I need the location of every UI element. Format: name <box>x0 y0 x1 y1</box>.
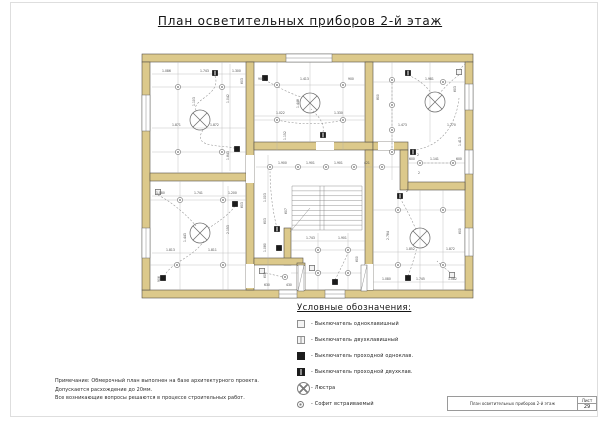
dim-label: 1.901 <box>334 161 343 165</box>
dim-label: 630 <box>264 283 270 287</box>
wiring-route <box>200 130 236 149</box>
stair-break-line <box>290 208 310 232</box>
wall <box>150 173 246 181</box>
wall <box>254 142 373 150</box>
legend-item-switch-single <box>297 320 457 328</box>
dim-label: 1.872 <box>446 247 455 251</box>
legend-item-switch-double <box>297 336 457 344</box>
door-opening <box>246 155 254 183</box>
switch-p1-icon <box>234 146 239 151</box>
dim-label: 800 <box>376 94 380 100</box>
note-line-1: Примечание: Обмерочный план выполнен на базе архитектурного проекта. <box>55 378 260 384</box>
dim-label: 1.872 <box>210 123 219 127</box>
switch-p1-icon <box>405 275 410 280</box>
switch-s1-icon <box>309 265 314 270</box>
dim-label: 1.080 <box>263 243 267 252</box>
dim-label: 1.743 <box>200 69 209 73</box>
legend-item-label: - Софит встраиваемый <box>311 401 374 407</box>
note-line-2: Допускается расхождение до 20мм. <box>55 386 153 393</box>
soffit-icon <box>442 209 444 211</box>
dim-label: 603 <box>240 78 244 84</box>
legend-item-switch-pass-single <box>297 352 457 360</box>
dim-label: 1.981 <box>425 77 434 81</box>
dim-label: 1.443 <box>183 233 187 242</box>
wiring-route <box>408 247 417 276</box>
dim-label: 1.811 <box>208 248 217 252</box>
switch-p1-icon <box>160 275 165 280</box>
door-opening <box>378 142 394 150</box>
wiring-route <box>195 76 215 112</box>
dim-label: 900 <box>258 77 264 81</box>
switch-double-icon <box>297 336 305 344</box>
soffit-icon <box>381 166 383 168</box>
dim-label: 600 <box>355 256 359 262</box>
note-line-3: Все возникающие вопросы решаются в процессе строительных работ. <box>55 395 245 402</box>
wall <box>254 258 303 265</box>
soffit-icon <box>177 86 179 88</box>
wall <box>142 290 473 298</box>
legend-item-label: - Выключатель проходной двухклав. <box>311 369 413 375</box>
legend-item-label: - Люстра <box>311 385 336 391</box>
soffit-icon <box>177 151 179 153</box>
soffit-icon <box>391 79 393 81</box>
soffit-icon <box>452 162 454 164</box>
soffit-icon <box>325 166 327 168</box>
dim-label: 1.843 <box>226 151 230 160</box>
title-block <box>447 396 597 411</box>
dim-label: 600 <box>409 157 415 161</box>
wiring-route <box>400 198 416 230</box>
soffit-icon <box>391 129 393 131</box>
dim-label: 1.003 <box>263 193 267 202</box>
wiring-route <box>158 195 196 226</box>
title-block-name: План осветительных приборов 2-й этаж <box>469 401 556 406</box>
wiring-route <box>165 241 204 275</box>
wall <box>365 62 373 142</box>
dim-label: 2.784 <box>386 231 390 240</box>
dim-label: 906 <box>157 276 161 282</box>
wall <box>408 182 465 190</box>
soffit-icon <box>276 84 278 86</box>
dim-label: 421 <box>364 161 370 165</box>
dim-label: 1.200 <box>228 191 237 195</box>
dim-label: 1.745 <box>416 277 425 281</box>
wiring-route <box>209 206 235 228</box>
soffit-icon <box>222 199 224 201</box>
dim-label: 607 <box>284 208 288 214</box>
dim-label: 900 <box>348 77 354 81</box>
soffit-icon <box>419 162 421 164</box>
soffit-icon <box>317 249 319 251</box>
door-opening <box>316 142 334 150</box>
legend-item-label: - Выключатель двухклавишный <box>311 337 399 343</box>
soffit-icon <box>391 151 393 153</box>
chandelier-icon <box>297 382 310 395</box>
soffit-icon <box>284 276 286 278</box>
dim-label: 603 <box>240 202 244 208</box>
dim-label: 603 <box>453 86 457 92</box>
soffit-icon <box>179 199 181 201</box>
dim-label: 1.082 <box>448 277 457 281</box>
switch-p1-icon <box>232 201 237 206</box>
legend-item-soffit <box>297 400 457 408</box>
dim-label: 1.813 <box>166 248 175 252</box>
soffit-icon <box>442 81 444 83</box>
dim-label: 602 <box>263 272 267 278</box>
soffit-icon <box>276 119 278 121</box>
door-opening <box>246 264 254 288</box>
dim-label: 1.300 <box>232 69 241 73</box>
soffit-icon <box>221 151 223 153</box>
dim-label: 1.900 <box>278 161 287 165</box>
legend-heading: Условные обозначения: <box>297 303 412 313</box>
soffit-icon <box>342 119 344 121</box>
dim-label: 603 <box>263 218 267 224</box>
dim-label: 600 <box>456 157 462 161</box>
dim-label: 1.871 <box>172 123 181 127</box>
soffit-icon <box>347 272 349 274</box>
soffit-icon <box>297 401 304 408</box>
soffit-icon <box>397 264 399 266</box>
dim-label: 600 <box>458 228 462 234</box>
dim-label: 1.901 <box>306 161 315 165</box>
dim-label: 1.852 <box>406 247 415 251</box>
switch-s1-icon <box>456 69 461 74</box>
dim-label: 1.152 <box>283 131 287 140</box>
dim-label: 1.022 <box>276 111 285 115</box>
dim-label: 1.413 <box>458 137 462 146</box>
wiring-route <box>265 80 302 97</box>
dim-label: 1.080 <box>382 277 391 281</box>
sheet-number: 29 <box>583 404 591 410</box>
legend-item-switch-pass-double <box>297 368 457 376</box>
soffit-icon <box>269 166 271 168</box>
soffit-icon <box>397 209 399 211</box>
legend-item-chandelier <box>297 384 457 392</box>
dim-label: 1.473 <box>398 123 407 127</box>
dim-label: 2.153 <box>226 225 230 234</box>
wiring-route <box>335 253 348 280</box>
dim-label: 1.448 <box>296 99 300 108</box>
dim-label: 1.901 <box>338 236 347 240</box>
dim-label: 1.080 <box>156 191 165 195</box>
page-title: План осветительных приборов 2-й этаж <box>157 14 443 28</box>
note <box>55 377 259 403</box>
dim-label: 1.330 <box>334 111 343 115</box>
dim-label: 2 <box>417 153 419 157</box>
switch-single-icon <box>297 320 305 328</box>
dim-label: 1.141 <box>430 157 439 161</box>
soffit-icon <box>353 166 355 168</box>
soffit-icon <box>342 84 344 86</box>
dim-label: 1.270 <box>447 123 456 127</box>
soffit-icon <box>391 104 393 106</box>
soffit-icon <box>221 86 223 88</box>
switch-pass-single-icon <box>297 352 305 360</box>
dim-label: 1.413 <box>300 77 309 81</box>
soffit-icon <box>442 264 444 266</box>
dim-label: 1.103 <box>192 97 196 106</box>
wiring-route <box>270 168 278 232</box>
wall <box>400 150 408 190</box>
dim-label: 430 <box>286 283 292 287</box>
legend-item-label: - Выключатель проходной одноклав. <box>311 353 414 359</box>
sheet-label: Лист <box>578 397 596 404</box>
soffit-icon <box>347 249 349 251</box>
soffit-icon <box>176 264 178 266</box>
dim-label: 1.042 <box>226 94 230 103</box>
dim-label: 1.743 <box>306 236 315 240</box>
switch-p1-icon <box>276 245 281 250</box>
legend-item-label: - Выключатель одноклавишный <box>311 321 399 327</box>
title-block-sheet-cell <box>577 397 596 410</box>
soffit-icon <box>297 166 299 168</box>
soffit-icon <box>317 272 319 274</box>
soffit-icon <box>222 264 224 266</box>
switch-p1-icon <box>332 279 337 284</box>
dim-label: 2 <box>418 171 420 175</box>
dim-label: 1.741 <box>194 191 203 195</box>
switch-pass-double-icon <box>297 368 305 376</box>
dim-label: 2 <box>406 189 408 193</box>
legend <box>297 303 457 416</box>
dim-label: 1.086 <box>162 69 171 73</box>
